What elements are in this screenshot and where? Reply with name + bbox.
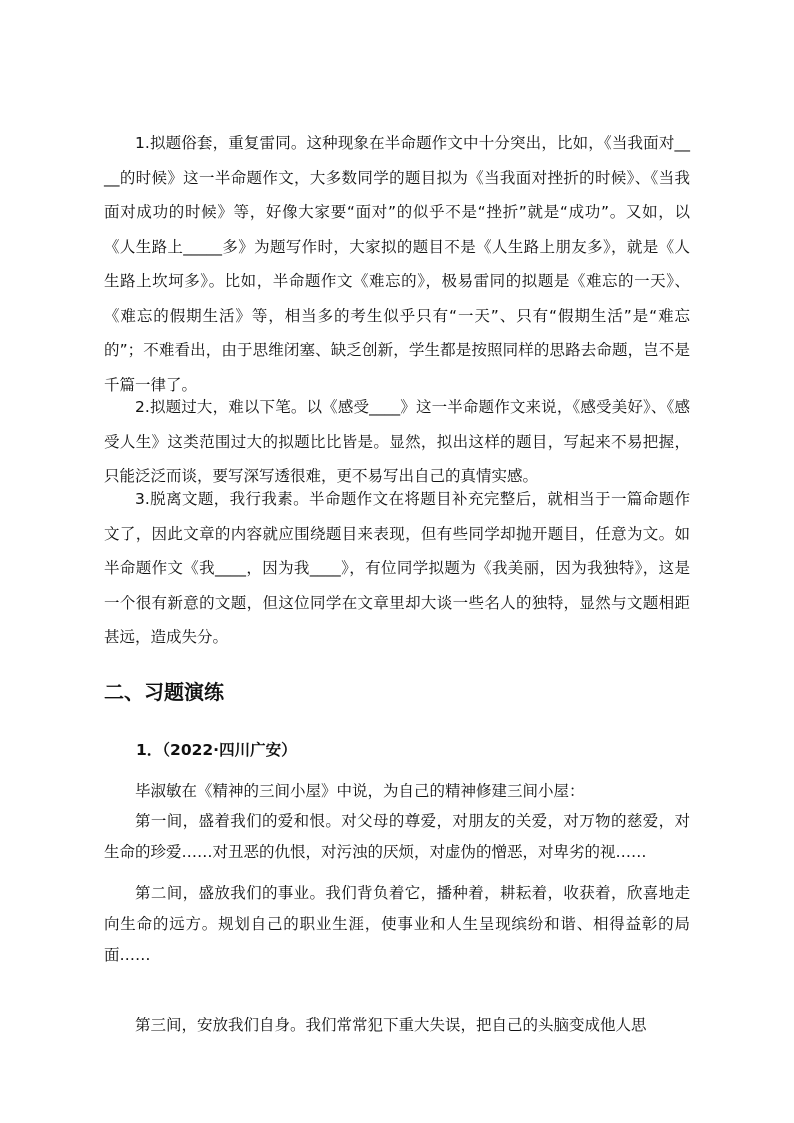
paragraph-oversized-titles: 2.拟题过大，难以下笔。以《感受____》这一半命题作文来说，《感受美好》、《感受人生》这类范围过大的拟题比比皆是。显然，拟出这样的题目，写起来不易把握，只能泛泛而谈，要写深写透很难，更不易写出自己的真情实感。 — [104, 398, 690, 485]
section-heading-exercises: 二、习题演练 — [104, 680, 224, 704]
paragraph-off-topic: 3.脱离文题，我行我素。半命题作文在将题目补充完整后，就相当于一篇命题作文了，因此文章的内容就应围绕题目来表现，但有些同学却抛开题目，任意为文。如半命题作文《我____，因为我____》，有位同学拟题为《我美丽，因为我独特》，这是一个很有新意的文题，但这位同学在文章里却大谈一些名人的独特，显然与文题相距甚远，造成失分。 — [104, 490, 690, 646]
question-room-2: 第二间，盛放我们的事业。我们背负着它，播种着，耕耘着，收获着，欣喜地走向生命的远方。规划自己的职业生涯，使事业和人生呈现缤纷和谐、相得益彰的局面…… — [104, 884, 690, 964]
question-room-1: 第一间，盛着我们的爱和恨。对父母的尊爱，对朋友的关爱，对万物的慈爱，对生命的珍爱……对丑恶的仇恨，对污浊的厌烦，对虚伪的憎恶，对卑劣的视…… — [104, 812, 690, 861]
question-title: 1．（2022·四川广安） — [136, 741, 297, 759]
paragraph-cliche-titles: 1.拟题俗套，重复雷同。这种现象在半命题作文中十分突出，比如，《当我面对____的时候》这一半命题作文，大多数同学的题目拟为《当我面对挫折的时候》、《当我面对成功的时候》等，好像大家要“面对”的似乎不是“挫折”就是“成功”。又如，以《人生路上_____多》为题写作时，大家拟的题目不是《人生路上朋友多》，就是《人生路上坎坷多》。比如，半命题作文《难忘的》，极易雷同的拟题是《难忘的一天》、《难忘的假期生活》等，相当多的考生似乎只有“一天”、只有“假期生活”是“难忘的”；不难看出，由于思维闭塞、缺乏创新，学生都是按照同样的思路去命题，岂不是千篇一律了。 — [104, 134, 690, 394]
question-intro: 毕淑敏在《精神的三间小屋》中说，为自己的精神修建三间小屋： — [135, 782, 585, 800]
question-room-3: 第三间，安放我们自身。我们常常犯下重大失误，把自己的头脑变成他人思 — [135, 1016, 647, 1034]
